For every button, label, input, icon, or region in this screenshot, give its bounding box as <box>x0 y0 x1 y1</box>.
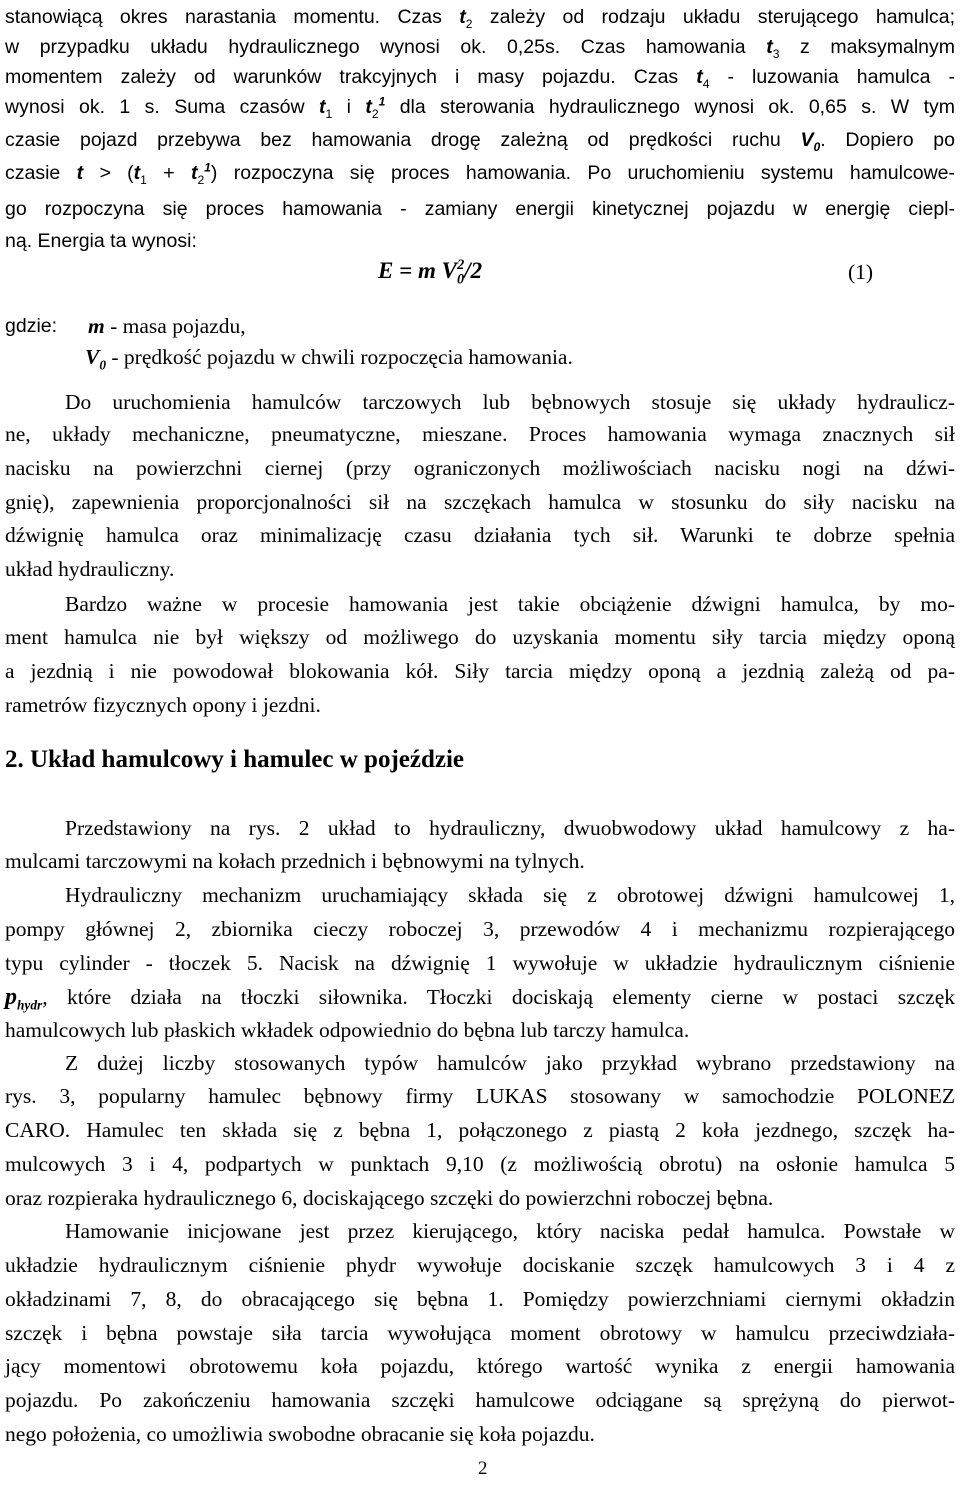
text-line: mulcowych 3 i 4, podpartych w punktach 9,10 (z możliwością obrotu) na osłonie hamulca 5 <box>5 1152 955 1176</box>
text-line: czasie pojazd przebywa bez hamowania drogę zależną od prędkości ruchu $V_0$. Dopiero po <box>5 129 955 154</box>
text-line: wynosi ok. 1 s. Suma czasów $t_1$ i $t_2^1$ dla sterowania hydraulicznego wynosi ok. 0,65 s. W tym <box>5 94 955 121</box>
page-number: 2 <box>478 1458 488 1479</box>
text-line: ment hamulca nie był większy od możliwego do uzyskania momentu siły tarcia między oponą <box>5 625 955 649</box>
where-item-m: m - masa pojazdu, <box>88 314 246 338</box>
text-line: układzie hydraulicznym ciśnienie phydr wywołuje dociskanie szczęk hamulcowych 3 i 4 z <box>5 1253 955 1277</box>
text-line: gnię), zapewnienia proporcjonalności sił na szczękach hamulca w stosunku do siły nacisku na <box>5 490 955 514</box>
text-line: $p_{hydr}$, które działa na tłoczki siłownika. Tłoczki dociskają elementy cierne w postaci szczęk <box>5 984 955 1013</box>
text-line: pojazdu. Po zakończeniu hamowania szczęki hamulcowe odciągane są sprężyną do pierwot- <box>5 1388 955 1412</box>
text-line: mulcami tarczowymi na kołach przednich i bębnowymi na tylnych. <box>5 849 585 873</box>
text-line: Przedstawiony na rys. 2 układ to hydrauliczny, dwuobwodowy układ hamulcowy z ha- <box>65 816 955 840</box>
text-line: dźwignię hamulca oraz minimalizację czasu działania tych sił. Warunki te dobrze spełnia <box>5 523 955 547</box>
text-line: w przypadku układu hydraulicznego wynosi ok. 0,25s. Czas hamowania $t_3$ z maksymalnym <box>5 36 955 61</box>
text-line: rametrów fizycznych opony i jezdni. <box>5 693 321 717</box>
text-line: oraz rozpieraka hydraulicznego 6, dociskającego szczęki do powierzchni roboczej bębna. <box>5 1186 774 1210</box>
where-item-v: $V_0$ - prędkość pojazdu w chwili rozpoczęcia hamowania. <box>85 345 573 373</box>
text-line: szczęk i bębna powstaje siła tarcia wywołująca moment obrotowy w hamulcu przeciwdziała- <box>5 1321 955 1345</box>
text-line: hamulcowych lub płaskich wkładek odpowiednio do bębna lub tarczy hamulca. <box>5 1018 690 1042</box>
text-line: pompy głównej 2, zbiornika cieczy roboczej 3, przewodów 4 i mechanizmu rozpierającego <box>5 917 955 941</box>
text-line: typu cylinder - tłoczek 5. Nacisk na dźwignię 1 wywołuje w układzie hydraulicznym ciśnienie <box>5 951 955 975</box>
text-line: stanowiącą okres narastania momentu. Czas $t_2$ zależy od rodzaju układu sterującego hamulca; <box>5 6 955 31</box>
text-line: nacisku na powierzchni ciernej (przy ograniczonych możliwościach nacisku nogi na dźwi- <box>5 456 955 480</box>
text-line: ne, układy mechaniczne, pneumatyczne, mieszane. Proces hamowania wymaga znacznych sił <box>5 422 955 446</box>
text-line: rys. 3, popularny hamulec bębnowy firmy LUKAS stosowany w samochodzie POLONEZ <box>5 1084 955 1108</box>
text-line: ną. Energia ta wynosi: <box>5 230 197 252</box>
text-line: nego położenia, co umożliwia swobodne obracanie się koła pojazdu. <box>5 1422 595 1446</box>
energy-formula: E = m $V_0^2/2$ <box>378 257 483 288</box>
text-line: Hamowanie inicjowane jest przez kierującego, który naciska pedał hamulca. Powstałe w <box>65 1219 955 1243</box>
text-line: Do uruchomienia hamulców tarczowych lub bębnowych stosuje się układy hydraulicz- <box>65 390 955 414</box>
where-label: gdzie: <box>5 315 58 337</box>
text-line: a jezdnią i nie powodował blokowania kół. Siły tarcia między oponą a jezdnią zależą od pa- <box>5 659 955 683</box>
text-line: Bardzo ważne w procesie hamowania jest takie obciążenie dźwigni hamulca, by mo- <box>65 592 955 616</box>
text-line: okładzinami 7, 8, do obracającego się bębna 1. Pomiędzy powierzchniami ciernymi okładzin <box>5 1287 955 1311</box>
text-line: Hydrauliczny mechanizm uruchamiający składa się z obrotowej dźwigni hamulcowej 1, <box>65 883 955 907</box>
section-heading: 2. Układ hamulcowy i hamulec w pojeździe <box>5 746 465 773</box>
text-line: jący momentowi obrotowemu koła pojazdu, którego wartość wynika z energii hamowania <box>5 1354 955 1378</box>
formula-number: (1) <box>848 260 874 284</box>
text-line: CARO. Hamulec ten składa się z bębna 1, połączonego z piastą 2 koła jezdnego, szczęk ha- <box>5 1118 955 1142</box>
text-line: układ hydrauliczny. <box>5 557 175 581</box>
text-line: Z dużej liczby stosowanych typów hamulców jako przykład wybrano przedstawiony na <box>65 1051 955 1075</box>
text-line: czasie $t > (t_1 + t_2^1)$ rozpoczyna się proces hamowania. Po uruchomieniu systemu hamulcowe- <box>5 160 955 187</box>
text-line: go rozpoczyna się proces hamowania - zamiany energii kinetycznej pojazdu w energię ciepl- <box>5 198 955 220</box>
text-line: momentem zależy od warunków trakcyjnych i masy pojazdu. Czas $t_4$ - luzowania hamulca - <box>5 66 955 91</box>
